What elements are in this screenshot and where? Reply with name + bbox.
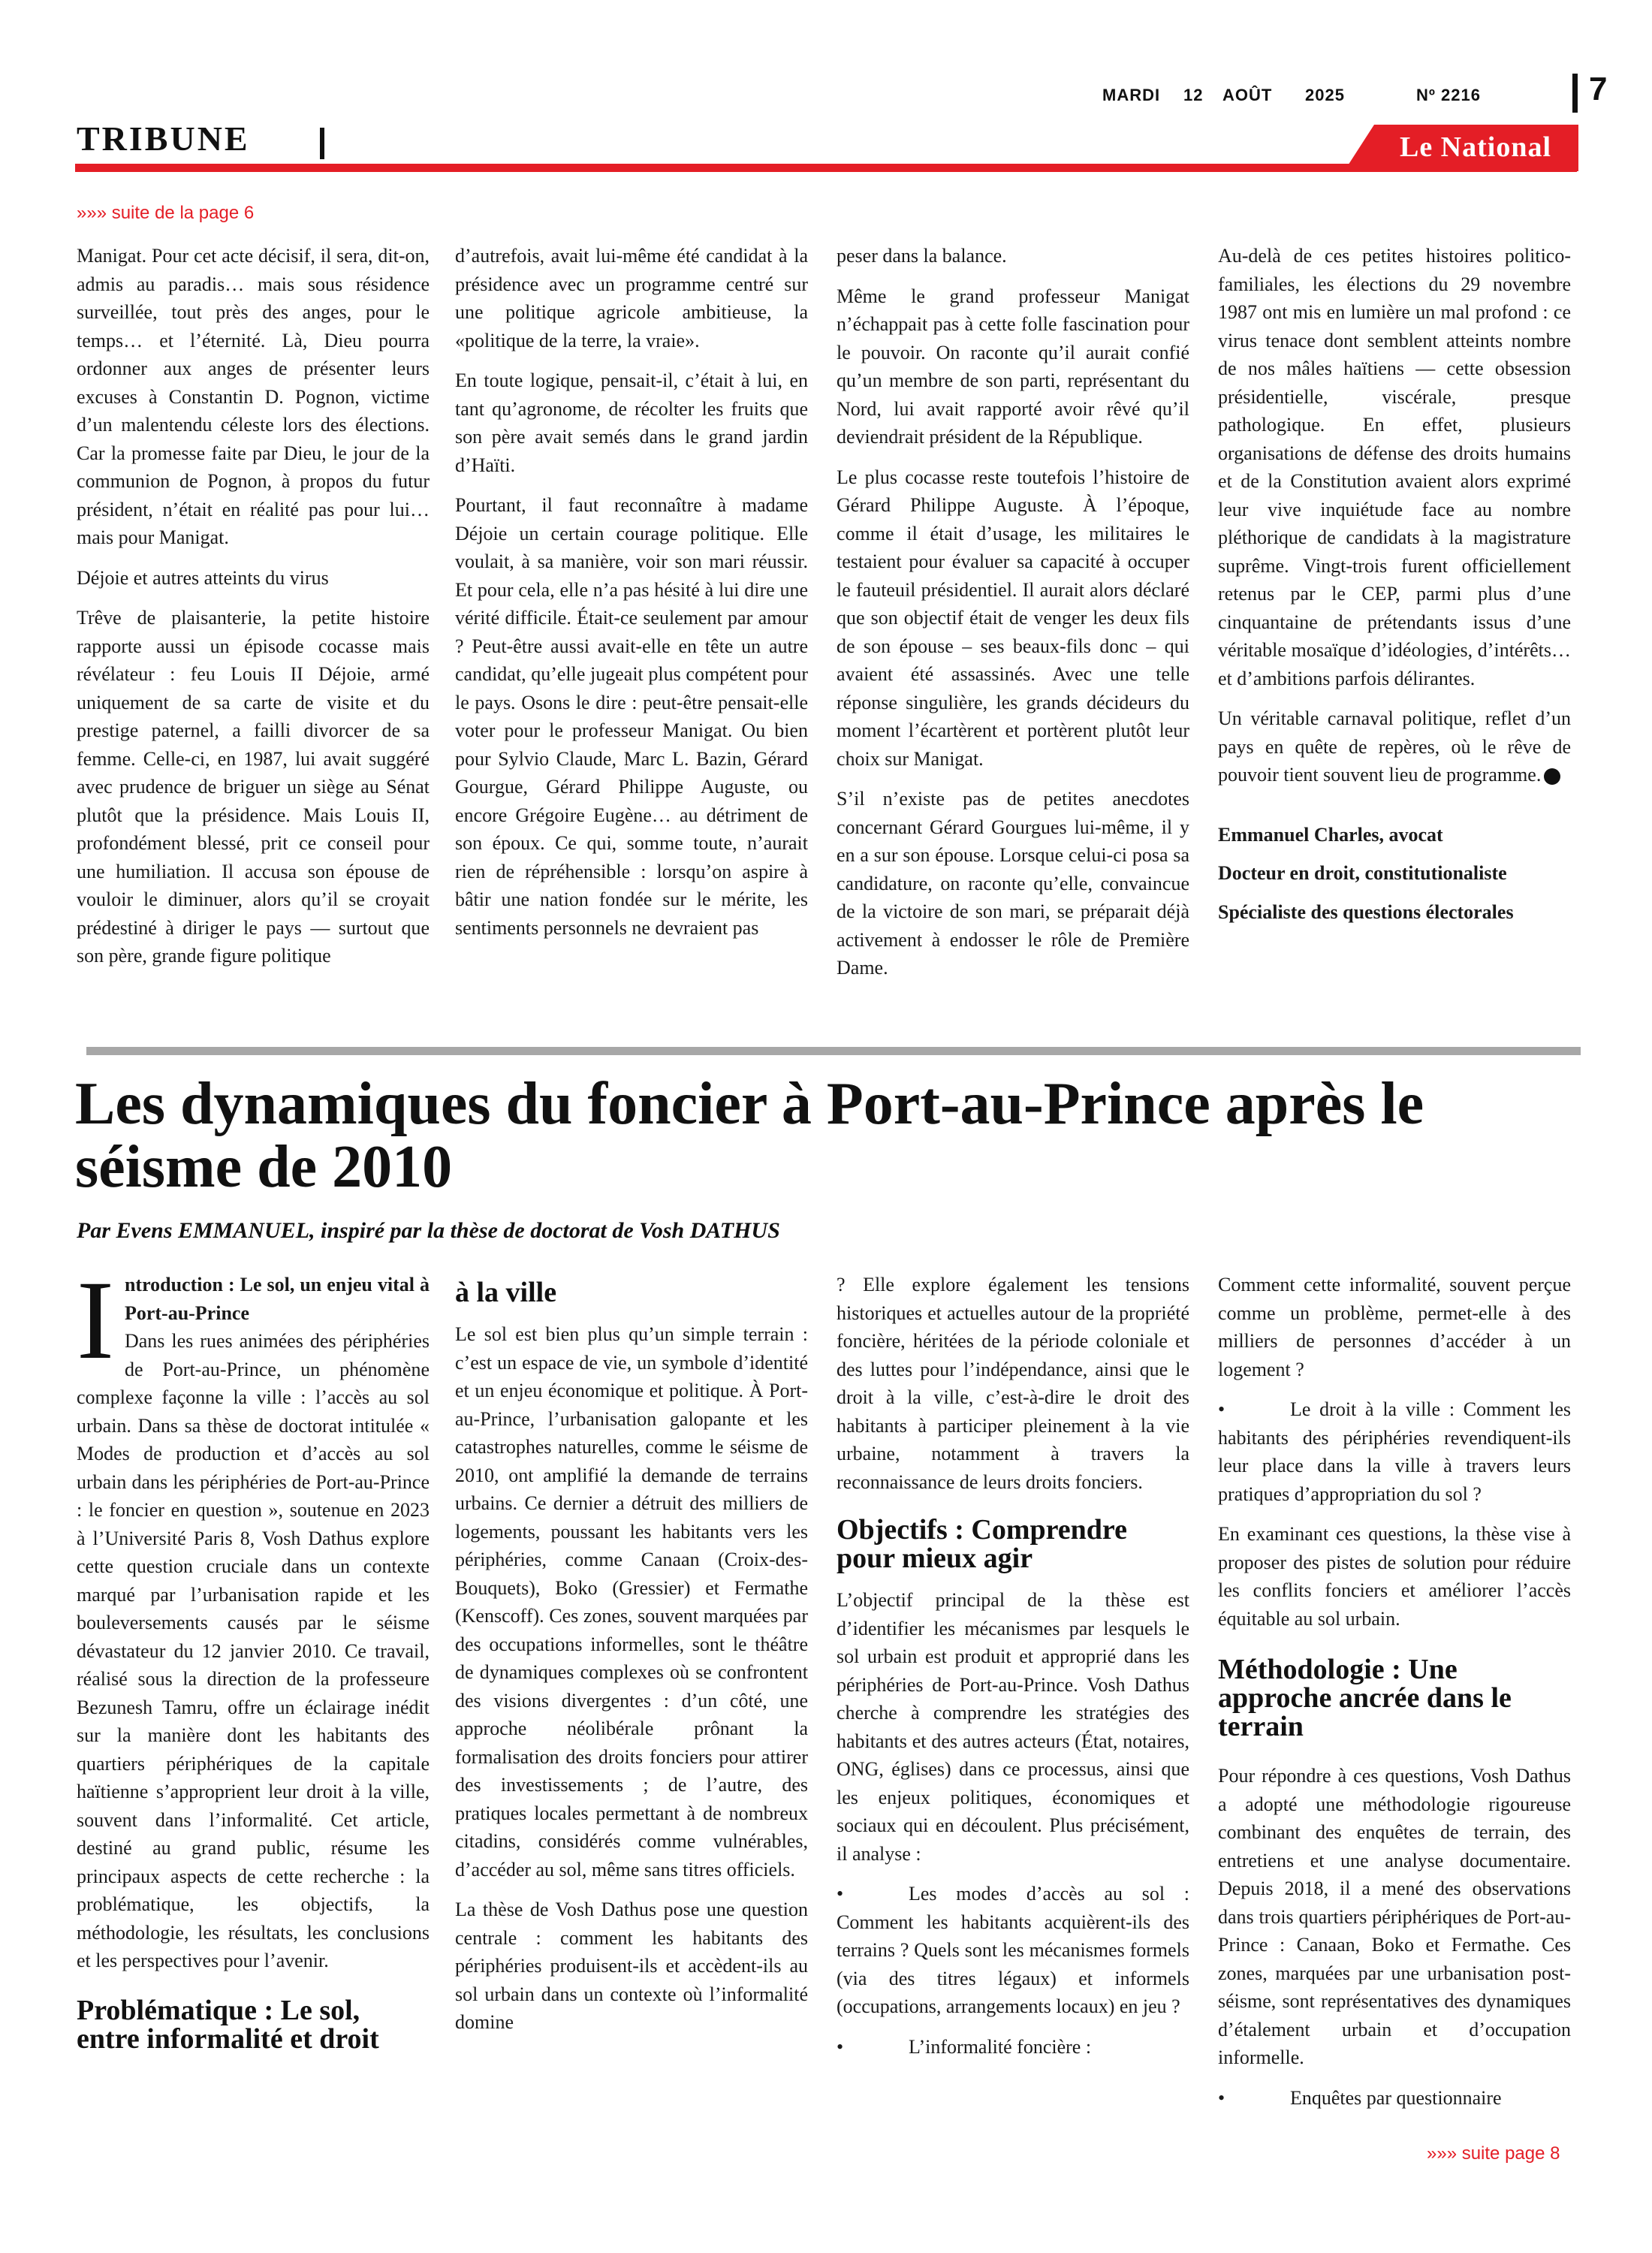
section-divider	[320, 128, 324, 159]
header-issue-number: Nº 2216	[1416, 86, 1481, 104]
subheading-methodologie: Méthodologie : Une approche ancrée dans le terrain	[1218, 1654, 1512, 1742]
article-separator	[86, 1047, 1581, 1055]
paragraph: Pourtant, il faut reconnaître à madame Déjoie un certain courage politique. Elle voulait, à sa manière, voir son mari réussir. Et pour cela, elle n’a pas hésité à lui dire une vérité difficile. Était-ce seulement par amour ? Peut-être aussi avait-elle en tête un autre candidat, qu’elle jugeait plus compétent pour le pays. Osons le dire : peut-être pensait-elle voter pour le professeur Manigat. Ou bien pour Sylvio Claude, Marc L. Bazin, Gérard Gourgue, Gérard Philippe Auguste, ou encore Grégoire Eugène… au détriment de son époux. Ce qui, somme toute, n’aurait rien de répréhensible : lorsqu’on aspire à bâtir une nation fondée sur le mérite, les sentiments personnels ne devraient pas	[455, 494, 808, 939]
top-article-column-1	[77, 242, 430, 970]
paragraph: peser dans la balance.	[837, 245, 1007, 267]
intro-body: Dans les rues animées des périphéries de Port-au-Prince, un phénomène complexe façonne la ville : l’accès au sol urbain. Dans sa thèse de doctorat intitulée « Modes de production et d’accès au sol urbain dans les périphéries de Port-au-Prince : le foncier en question », soutenue en 2023 à l’Université Paris 8, Vosh Dathus explore cette question cruciale dans un contexte marqué par l’urbanisation rapide et les bouleversements causés par le séisme dévastateur du 12 janvier 2010. Ce travail, réalisé sous la direction de la professeure Bezunesh Tamru, offre un éclairage inédit sur la manière dont les habitants des quartiers périphériques de la capitale haïtienne s’approprient leur droit à la ville, souvent dans l’informalité. Cet article, destiné au grand public, résume les principaux aspects de cette recherche : la problématique, les objectifs, la méthodologie, les résultats, les conclusions et les perspectives pour l’avenir.	[77, 1330, 430, 1971]
brand-name: Le National	[1399, 131, 1552, 163]
paragraph: Trêve de plaisanterie, la petite histoire rapporte aussi un épisode cocasse mais révélateur : feu Louis II Déjoie, armé uniquement de sa carte de visite et du prestige paternel, a failli divorcer de sa femme. Celle-ci, en 1987, lui avait suggéré avec prudence de briguer un siège au Sénat plutôt que la présidence. Mais Louis II, profondément blessé, prit ce conseil pour une humiliation. Il accusa son épouse de vouloir le diminuer, alors qu’il se croyait prédestiné à diriger le pays — surtout que son père, grande figure politique	[77, 607, 430, 967]
main-article-column-1	[77, 1258, 430, 2067]
paragraph	[1218, 704, 1571, 789]
header-date-number: 12	[1183, 86, 1204, 104]
paragraph: En examinant ces questions, la thèse vise à proposer des pistes de solution pour réduire les conflits fonciers et améliorer l’accès équitable au sol urbain.	[1218, 1523, 1571, 1630]
paragraph: Manigat. Pour cet acte décisif, il sera, dit-on, admis au paradis… mais sous résidence surveillée, tout près des anges, pour le temps… et l’éternité. Là, Dieu pourra ordonner aux anges de présenter leurs excuses à Constantin D. Pognon, victime d’un malentendu céleste lors des élections. Car la promesse faite par Dieu, le jour de la communion de Pognon, à propos du futur président, n’était en réalité pas pour lui… mais pour Manigat.	[77, 245, 430, 548]
continued-from[interactable]: »»» suite de la page 6	[77, 203, 255, 223]
page-number: 7	[1589, 71, 1608, 107]
header-day: MARDI	[1102, 86, 1161, 104]
subheading: Déjoie et autres atteints du virus	[77, 566, 329, 589]
paragraph: L’objectif principal de la thèse est d’identifier les mécanismes par lesquels le sol urbain est produit et approprié dans les périphéries de Port-au-Prince. Vosh Dathus cherche à comprendre les stratégies des habitants et des autres acteurs (État, notaires, ONG, églises) dans ce processus, ainsi que les enjeux politiques, économiques et sociaux qui en découlent. Plus précisément, il analyse :	[837, 1589, 1189, 1865]
paragraph: ? Elle explore également les tensions historiques et actuelles autour de la propriété foncière, héritées de la période coloniale et des luttes pour l’indépendance, ainsi que le droit à la ville, c’est-à-dire le droit des habitants à participer pleinement à la vie urbaine, notamment à travers la reconnaissance de leurs droits fonciers.	[837, 1274, 1189, 1493]
paragraph: La thèse de Vosh Dathus pose une question centrale : comment les habitants des périphéries produisent-ils et accèdent-ils au sol urbain dans un contexte où l’informalité domine	[455, 1899, 808, 2033]
paragraph: Même le grand professeur Manigat n’échappait pas à cette folle fascination pour le pouvoir. On raconte qu’il aurait confié qu’un membre de son parti, représentant du Nord, lui avait rapporté avoir rêvé qu’il deviendrait président de la République.	[837, 285, 1189, 448]
main-article-column-3	[837, 1271, 1189, 2061]
end-of-article-icon	[1544, 768, 1560, 785]
author-specialty: Spécialiste des questions électorales	[1218, 900, 1514, 923]
drop-cap: I	[77, 1258, 114, 1383]
paragraph: Au-delà de ces petites histoires politico-familiales, les élections du 29 novembre 1987 ont mis en lumière un mal profond : ce virus tenace dont semblent atteints nombre de nos mâles haïtiens — cette obsession présidentielle, viscérale, presque pathologique. En effet, plusieurs organisations de défense des droits humains et de la Constitution avaient alors exprimé leur vive inquiétude face au nombre pléthorique de candidats à la magistrature suprême. Vingt-trois furent officiellement retenus par le CEP, parmi plus d’une cinquantaine de prétendants issus d’une véritable mosaïque d’idéologies, d’intérêts… et d’ambitions parfois délirantes.	[1218, 245, 1571, 689]
main-article-column-2	[455, 1271, 808, 2037]
section-title: TRIBUNE	[77, 119, 250, 158]
introduction	[77, 1258, 430, 1975]
header-divider	[1572, 74, 1578, 113]
author-name: Emmanuel Charles, avocat	[1218, 823, 1443, 846]
bullet-item: • L’informalité foncière :	[837, 2033, 1189, 2061]
paragraph: S’il n’existe pas de petites anecdotes concernant Gérard Gourgues lui-même, il y en a sur son épouse. Lorsque celui-ci posa sa candidature, on raconte qu’elle, convaincue de la victoire de son mari, se préparait déjà activement à endosser le rôle de Première Dame.	[837, 788, 1189, 979]
subheading-problematique: Problématique : Le sol, entre informalité et droit	[77, 1994, 379, 2055]
header-year: 2025	[1305, 86, 1345, 104]
subheading-continued: à la ville	[455, 1277, 557, 1308]
subheading-objectifs: Objectifs : Comprendre pour mieux agir	[837, 1514, 1127, 1574]
paragraph: Le sol est bien plus qu’un simple terrain : c’est un espace de vie, un symbole d’identité et un enjeu économique et politique. À Port-au-Prince, l’urbanisation galopante et les catastrophes naturelles, comme le séisme de 2010, ont amplifié la demande de terrains urbains. Ce dernier a détruit des milliers de logements, poussant les habitants vers les périphéries, comme Canaan (Croix-des-Bouquets), Boko (Gressier) et Fermathe (Kenscoff). Ces zones, souvent marquées par des occupations informelles, sont le théâtre de dynamiques complexes où se confrontent des visions divergentes : d’un côté, une approche néolibérale prônant la formalisation des droits fonciers pour attirer des investissements ; de l’autre, des pratiques locales permettant à de nombreux citadins, considérés comme vulnérables, d’accéder au sol, même sans titres officiels.	[455, 1323, 808, 1881]
paragraph: Comment cette informalité, souvent perçue comme un problème, permet-elle à des milliers de personnes d’accéder à un logement ?	[1218, 1274, 1571, 1380]
main-article-column-4	[1218, 1271, 1571, 2112]
intro-heading: ntroduction : Le sol, un enjeu vital à Port-au-Prince	[124, 1274, 430, 1324]
paragraph: d’autrefois, avait lui-même été candidat à la présidence avec un programme centré sur une politique agricole ambitieuse, la «politique de la terre, la vraie».	[455, 245, 808, 351]
article-byline: Par Evens EMMANUEL, inspiré par la thèse de doctorat de Vosh DATHUS	[77, 1218, 780, 1243]
author-title: Docteur en droit, constitutionaliste	[1218, 862, 1507, 884]
header-month: AOÛT	[1222, 86, 1273, 104]
top-article-column-4	[1218, 242, 1571, 926]
paragraph-text: Un véritable carnaval politique, reflet d’un pays en quête de repères, où le rêve de pouvoir tient souvent lieu de programme.	[1218, 707, 1571, 786]
article-headline: Les dynamiques du foncier à Port-au-Prince après le séisme de 2010	[75, 1071, 1424, 1200]
top-article-column-2	[455, 242, 808, 942]
signature-block	[1218, 821, 1571, 927]
bullet-item: • Enquêtes par questionnaire	[1218, 2084, 1571, 2113]
continued-to[interactable]: »»» suite page 8	[1427, 2143, 1560, 2164]
paragraph: Le plus cocasse reste toutefois l’histoire de Gérard Philippe Auguste. À l’époque, comme il était d’usage, les militaires le testaient pour évaluer sa capacité à occuper le fauteuil présidentiel. Il aurait alors déclaré que son objectif était de venger les deux fils de son épouse – ses beaux-fils donc – qui avaient été assassinés. Avec une telle réponse singulière, les grands décideurs du moment l’écartèrent et portèrent plutôt leur choix sur Manigat.	[837, 466, 1189, 770]
top-article-column-3	[837, 242, 1189, 982]
paragraph: Pour répondre à ces questions, Vosh Dathus a adopté une méthodologie rigoureuse combinant des enquêtes de terrain, des entretiens et une analyse documentaire. Depuis 2018, il a mené des observations dans trois quartiers périphériques de Port-au-Prince : Canaan, Boko et Fermathe. Ces zones, marquées par une urbanisation post-séisme, sont représentatives des dynamiques d’étalement urbain et d’occupation informelle.	[1218, 1765, 1571, 2068]
bullet-item: • Le droit à la ville : Comment les habitants des périphéries revendiquent-ils leur place dans la ville à travers leurs pratiques d’appropriation du sol ?	[1218, 1395, 1571, 1508]
bullet-item: • Les modes d’accès au sol : Comment les habitants acquièrent-ils des terrains ? Quels sont les mécanismes formels (via des titres légaux) et informels (occupations, arrangements locaux) en jeu ?	[837, 1880, 1189, 2021]
paragraph: En toute logique, pensait-il, c’était à lui, en tant qu’agronome, de récolter les fruits que son père avait semés dans le grand jardin d’Haïti.	[455, 369, 808, 476]
